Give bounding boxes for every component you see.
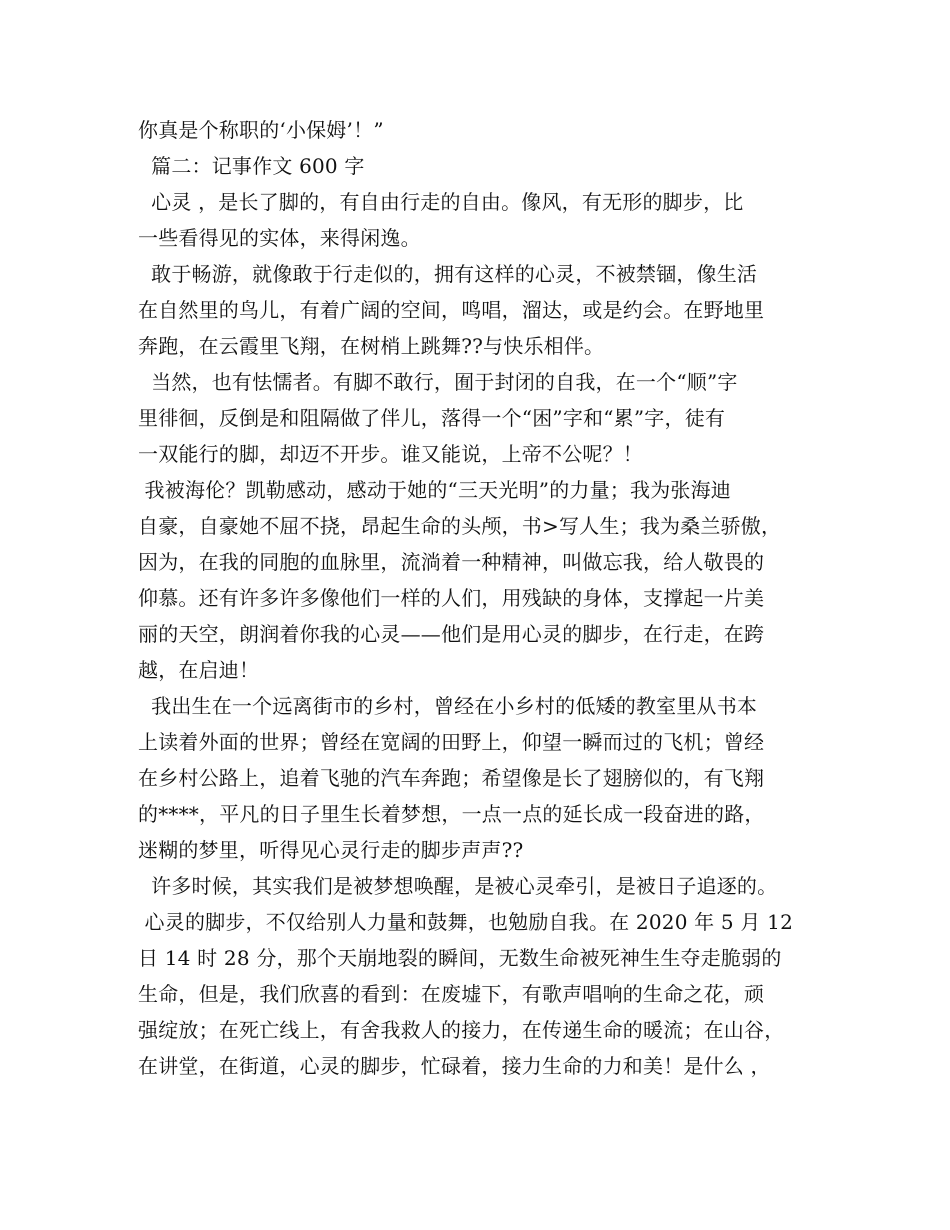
text-line: 你真是个称职的‘小保姆’！”: [138, 118, 384, 142]
text-line: 敢于畅游，就像敢于行走似的，拥有这样的心灵，不被禁锢，像生活: [138, 262, 758, 286]
text-line: 当然，也有怯懦者。有脚不敢行，囿于封闭的自我，在一个“顺”字: [138, 370, 738, 394]
text-line: 心灵 ，是长了脚的，有自由行走的自由。像风，有无形的脚步，比: [138, 190, 744, 214]
text-line: 上读着外面的世界；曾经在宽阔的田野上，仰望一瞬而过的飞机；曾经: [138, 730, 765, 754]
text-line: 因为，在我的同胞的血脉里，流淌着一种精神，叫做忘我，给人敬畏的: [138, 550, 765, 574]
text-line: 生命，但是，我们欣喜的看到：在废墟下，有歌声唱响的生命之花，顽: [138, 982, 765, 1006]
text-line: 一些看得见的实体，来得闲逸。: [138, 226, 421, 250]
text-line: 心灵的脚步，不仅给别人力量和鼓舞，也勉励自我。在 2020 年 5 月 12: [138, 910, 794, 934]
text-line: 仰慕。还有许多许多像他们一样的人们，用残缺的身体，支撑起一片美: [138, 586, 765, 610]
text-line: 在自然里的鸟儿，有着广阔的空间，鸣唱，溜达，或是约会。在野地里: [138, 298, 765, 322]
text-line: 丽的天空，朗润着你我的心灵——他们是用心灵的脚步，在行走，在跨: [138, 622, 765, 646]
text-line: 越，在启迪！: [138, 658, 260, 682]
text-line: 奔跑，在云霞里飞翔，在树梢上跳舞??与快乐相伴。: [138, 334, 605, 358]
text-line: 强绽放；在死亡线上，有舍我救人的接力，在传递生命的暖流；在山谷，: [138, 1018, 785, 1042]
text-line: 在乡村公路上，追着飞驰的汽车奔跑；希望像是长了翅膀似的，有飞翔: [138, 766, 765, 790]
text-line: 一双能行的脚，却迈不开步。谁又能说，上帝不公呢？！: [138, 442, 643, 466]
text-line: 在讲堂，在街道，心灵的脚步，忙碌着，接力生命的力和美！是什么 ，: [138, 1054, 771, 1078]
document-body: [138, 112, 828, 1084]
text-line: 里徘徊，反倒是和阻隔做了伴儿，落得一个“困”字和“累”字，徒有: [138, 406, 726, 430]
section-heading: 篇二：记事作文 600 字: [138, 154, 365, 178]
text-line: 我被海伦？凯勒感动，感动于她的“三天光明”的力量；我为张海迪: [138, 478, 732, 502]
text-line: 许多时候，其实我们是被梦想唤醒，是被心灵牵引，是被日子追逐的。: [138, 874, 778, 898]
text-line: 我出生在一个远离街市的乡村，曾经在小乡村的低矮的教室里从书本: [138, 694, 758, 718]
text-line: 迷糊的梦里，听得见心灵行走的脚步声声??: [138, 838, 524, 862]
text-line: 日 14 时 28 分，那个天崩地裂的瞬间，无数生命被死神生生夺走脆弱的: [138, 946, 782, 970]
text-line: 的****，平凡的日子里生长着梦想，一点一点的延长成一段奋进的路，: [138, 802, 765, 826]
text-line: 自豪，自豪她不屈不挠，昂起生命的头颅，书>写人生；我为桑兰骄傲，: [138, 514, 782, 538]
